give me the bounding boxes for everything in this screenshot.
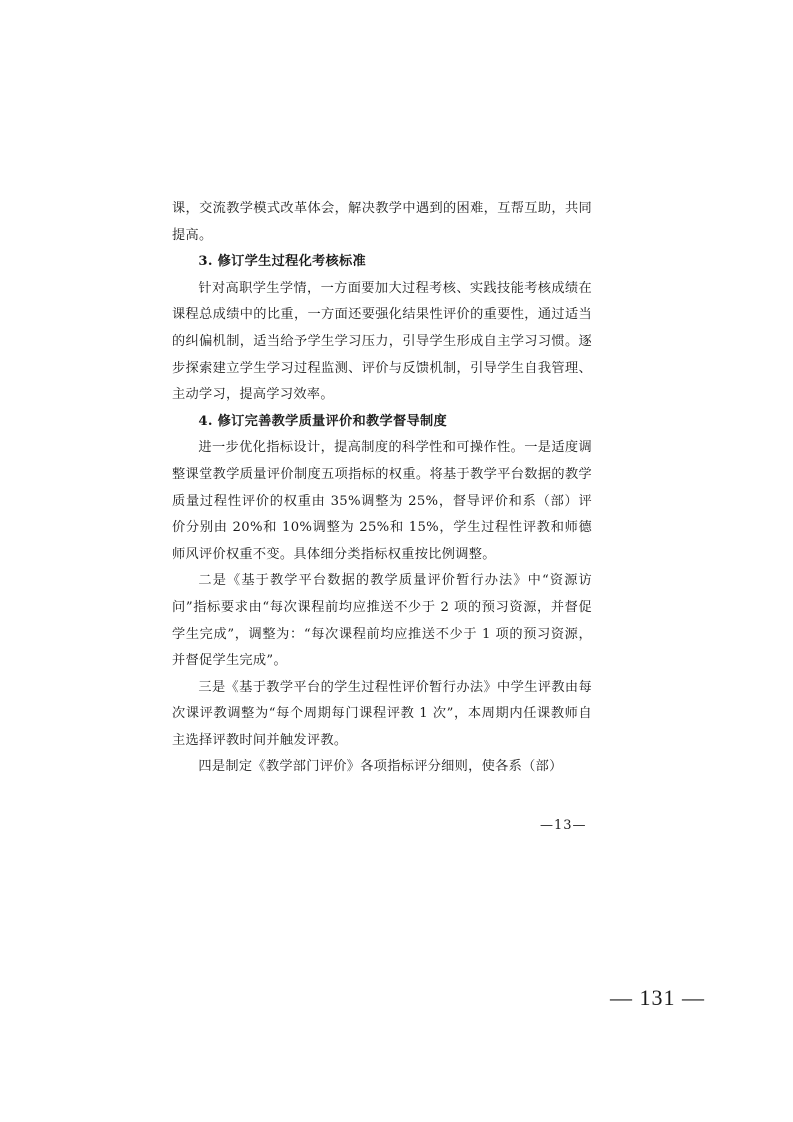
document-body xyxy=(172,196,592,781)
paragraph-student-evaluation: 三是《基于教学平台的学生过程性评价暂行办法》中学生评教由每次课评教调整为“每个周期每门课程评教 1 次”，本周期内任课教师自主选择评教时间并触发评教。 xyxy=(172,679,592,748)
paragraph-process-assessment: 针对高职学生学情，一方面要加大过程考核、实践技能考核成绩在课程总成绩中的比重，一方面还要强化结果性评价的重要性，通过适当的纠偏机制，适当给予学生学习压力，引导学生形成自主学习习惯。逐步探索建立学生学习过程监测、评价与反馈机制，引导学生自我管理、主动学习，提高学习效率。 xyxy=(172,280,592,403)
paragraph-department-evaluation: 四是制定《教学部门评价》各项指标评分细则，使各系（部） xyxy=(198,759,563,775)
section-heading-4: 4. 修订完善教学质量评价和教学督导制度 xyxy=(198,413,447,429)
paragraph-resource-access: 二是《基于教学平台数据的教学质量评价暂行办法》中“资源访问”指标要求由“每次课程前均应推送不少于 2 项的预习资源，并督促学生完成”，调整为：“每次课程前均应推送不少于 1 项的预习资源，并督促学生完成”。 xyxy=(172,573,592,669)
paragraph-indicator-design: 进一步优化指标设计，提高制度的科学性和可操作性。一是适度调整课堂教学质量评价制度五项指标的权重。将基于教学平台数据的教学质量过程性评价的权重由 35%调整为 25%，督导评价和系（部）评价分别由 20%和 10%调整为 25%和 15%，学生过程性评教和师德师风评价权重不变。具体细分类指标权重按比例调整。 xyxy=(172,440,592,562)
inner-page-number: —13— xyxy=(540,818,587,833)
outer-page-number: — 131 — xyxy=(610,985,705,1010)
section-heading-3: 3. 修订学生过程化考核标准 xyxy=(198,254,367,270)
paragraph-continuation: 课，交流教学模式改革体会，解决教学中遇到的困难，互帮互助，共同提高。 xyxy=(172,201,592,243)
